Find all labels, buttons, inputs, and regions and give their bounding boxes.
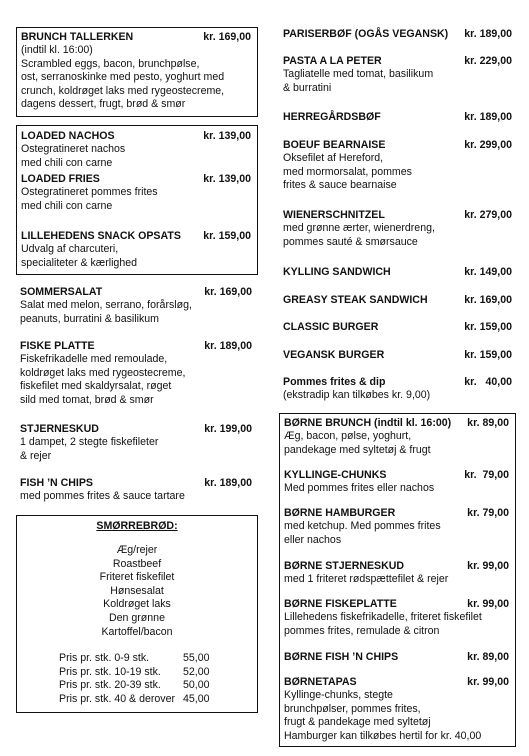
item-desc: med mormorsalat, pommes bbox=[283, 165, 412, 178]
item-desc: (indtil kl. 16:00) bbox=[21, 44, 93, 56]
item-name: FISKE PLATTE bbox=[20, 340, 95, 352]
item-desc: frites & sauce bearnaise bbox=[283, 179, 397, 192]
smorrebrod-prices bbox=[59, 652, 257, 706]
item-name: KYLLINGE-CHUNKS bbox=[284, 469, 387, 481]
item-name: LILLEHEDENS SNACK OPSATS bbox=[21, 230, 181, 242]
menu-item bbox=[20, 423, 252, 463]
item-desc: med grønne ærter, wienerdreng, bbox=[283, 222, 435, 234]
item-price: kr. 89,00 bbox=[467, 417, 509, 429]
item-price: kr. 229,00 bbox=[464, 55, 512, 67]
item-price: kr. 40,00 bbox=[464, 376, 512, 388]
item-name: PASTA A LA PETER bbox=[283, 55, 382, 67]
item-desc: & burratini bbox=[283, 81, 332, 94]
item-desc: 1 dampet, 2 stegte fiskefileter bbox=[20, 436, 159, 448]
item-price: kr. 169,00 bbox=[464, 294, 512, 306]
list-item: Kartoffel/bacon bbox=[101, 625, 173, 638]
menu-item bbox=[21, 173, 251, 213]
list-item: Den grønne bbox=[109, 611, 165, 624]
menu-item bbox=[21, 230, 251, 270]
item-desc: pandekage med syltetøj & frugt bbox=[284, 443, 431, 456]
item-name: BOEUF BEARNAISE bbox=[283, 139, 386, 151]
menu-item bbox=[21, 31, 251, 112]
item-name: BØRNE BRUNCH (indtil kl. 16:00) bbox=[284, 417, 452, 429]
item-price: kr. 189,00 bbox=[204, 340, 252, 352]
item-price: kr. 159,00 bbox=[464, 349, 512, 361]
menu-item bbox=[283, 111, 512, 124]
price-label: Pris pr. stk. 10-19 stk. bbox=[59, 665, 161, 678]
item-desc: ost, serranoskinke med pesto, yoghurt med bbox=[21, 71, 225, 84]
item-price: kr. 299,00 bbox=[464, 139, 512, 151]
item-price: kr. 189,00 bbox=[464, 28, 512, 40]
item-desc: Fiskefrikadelle med remoulade, bbox=[20, 353, 168, 365]
item-price: kr. 99,00 bbox=[467, 598, 509, 610]
item-desc: Hamburger kan tilkøbes hertil for kr. 40,00 bbox=[284, 729, 482, 742]
item-desc: med ketchup. Med pommes frites bbox=[284, 520, 441, 532]
item-price: kr. 199,00 bbox=[204, 423, 252, 435]
item-name: BØRNE STJERNESKUD bbox=[284, 560, 405, 572]
item-price: kr. 159,00 bbox=[203, 230, 251, 242]
price-value: 50,00 bbox=[183, 679, 210, 692]
item-desc: Salat med melon, serrano, forårsløg, bbox=[20, 299, 192, 311]
list-item: Roastbeef bbox=[112, 557, 162, 570]
price-row bbox=[59, 679, 257, 693]
menu-item bbox=[21, 130, 251, 170]
price-value: 52,00 bbox=[183, 665, 210, 678]
item-desc: (ekstradip kan tilkøbes kr. 9,00) bbox=[283, 389, 431, 401]
list-item: Koldrøget laks bbox=[103, 598, 171, 611]
list-item: Friteret fiskefilet bbox=[99, 571, 175, 584]
item-desc: Ostegratineret pommes frites bbox=[21, 186, 158, 198]
item-desc: & rejer bbox=[20, 449, 52, 462]
item-desc: fiskefilet med skaldyrsalat, røget bbox=[20, 380, 172, 393]
item-name: Pommes frites & dip bbox=[283, 376, 386, 388]
item-desc: Scrambled eggs, bacon, brunchpølse, bbox=[21, 57, 200, 70]
menu-item bbox=[283, 266, 512, 279]
item-price: kr. 149,00 bbox=[464, 266, 512, 278]
price-row bbox=[59, 693, 257, 707]
menu-item bbox=[284, 598, 509, 638]
item-price: kr. 159,00 bbox=[464, 321, 512, 333]
item-desc: Oksefilet af Hereford, bbox=[283, 152, 384, 164]
kids-menu-box bbox=[279, 413, 516, 747]
item-desc: koldrøget laks med rygeostecreme, bbox=[20, 366, 186, 379]
menu-item bbox=[20, 477, 252, 504]
item-name: LOADED FRIES bbox=[21, 173, 100, 185]
item-desc: crunch, koldrøget laks med rygeostecreme, bbox=[21, 84, 225, 97]
price-label: Pris pr. stk. 0-9 stk. bbox=[59, 652, 150, 664]
menu-item bbox=[284, 507, 509, 547]
item-desc: eller nachos bbox=[284, 533, 342, 546]
item-name: LOADED NACHOS bbox=[21, 130, 115, 142]
list-item: Hønsesalat bbox=[110, 584, 164, 597]
price-row bbox=[59, 666, 257, 680]
item-name: FISH ’N CHIPS bbox=[20, 477, 93, 489]
item-name: GREASY STEAK SANDWICH bbox=[283, 294, 428, 306]
price-value: 45,00 bbox=[183, 692, 210, 705]
brunch-box bbox=[16, 27, 258, 117]
item-price: kr. 279,00 bbox=[464, 209, 512, 221]
item-desc: Tagliatelle med tomat, basilikum bbox=[283, 68, 434, 80]
item-desc: Udvalg af charcuteri, bbox=[21, 243, 119, 255]
item-name: STJERNESKUD bbox=[20, 423, 99, 435]
menu-item bbox=[283, 209, 512, 249]
item-desc: sild med tomat, brød & smør bbox=[20, 393, 154, 406]
menu-item bbox=[283, 321, 512, 334]
item-name: WIENERSCHNITZEL bbox=[283, 209, 385, 221]
item-name: KYLLING SANDWICH bbox=[283, 266, 391, 278]
item-name: HERREGÅRDSBØF bbox=[283, 111, 381, 123]
item-price: kr. 189,00 bbox=[464, 111, 512, 123]
smorrebrod-list bbox=[17, 544, 257, 639]
item-price: kr. 169,00 bbox=[204, 286, 252, 298]
menu-item bbox=[283, 376, 512, 403]
menu-item bbox=[284, 417, 509, 457]
item-desc: med 1 friteret rødspættefilet & rejer bbox=[284, 573, 449, 585]
menu-item bbox=[283, 139, 512, 193]
price-label: Pris pr. stk. 40 & derover bbox=[59, 692, 175, 705]
item-name: PARISERBØF (OGÅS VEGANSK) bbox=[283, 28, 449, 40]
item-price: kr. 169,00 bbox=[203, 31, 251, 43]
item-name: BRUNCH TALLERKEN bbox=[21, 31, 134, 43]
item-name: BØRNE FISH ’N CHIPS bbox=[284, 651, 399, 663]
price-value: 55,00 bbox=[183, 652, 210, 664]
item-desc: dagens dessert, frugt, brød & smør bbox=[21, 98, 186, 111]
item-desc: frugt & pandekage med syltetøj bbox=[284, 716, 431, 729]
item-desc: med chili con carne bbox=[21, 199, 113, 212]
smorrebrod-title: SMØRREBRØD: bbox=[96, 520, 178, 532]
item-desc: brunchpølser, pommes frites, bbox=[284, 702, 421, 715]
item-desc: Ostegratineret nachos bbox=[21, 143, 126, 155]
menu-item bbox=[283, 55, 512, 95]
smorrebrod-box bbox=[16, 515, 258, 713]
item-desc: peanuts, burratini & basilikum bbox=[20, 312, 159, 325]
item-price: kr. 99,00 bbox=[467, 676, 509, 688]
item-name: VEGANSK BURGER bbox=[283, 349, 385, 361]
price-label: Pris pr. stk. 20-39 stk. bbox=[59, 679, 161, 692]
snacks-box bbox=[16, 125, 258, 275]
menu-item bbox=[283, 349, 512, 362]
item-name: CLASSIC BURGER bbox=[283, 321, 379, 333]
item-price: kr. 79,00 bbox=[467, 507, 509, 519]
item-desc: pommes frites, remulade & citron bbox=[284, 624, 440, 637]
menu-item bbox=[284, 560, 509, 587]
price-row bbox=[59, 652, 257, 666]
item-name: BØRNE FISKEPLATTE bbox=[284, 598, 397, 610]
item-desc: Æg, bacon, pølse, yoghurt, bbox=[284, 430, 412, 442]
item-desc: specialiteter & kærlighed bbox=[21, 256, 137, 269]
menu-item bbox=[20, 286, 252, 326]
item-desc: Kyllinge-chunks, stegte bbox=[284, 689, 393, 701]
item-desc: med chili con carne bbox=[21, 156, 113, 169]
item-desc: pommes sauté & smørsauce bbox=[283, 235, 418, 248]
menu-item bbox=[283, 294, 512, 307]
item-price: kr. 79,00 bbox=[464, 469, 509, 481]
item-name: BØRNETAPAS bbox=[284, 676, 357, 688]
item-price: kr. 139,00 bbox=[203, 130, 251, 142]
menu-item bbox=[283, 28, 512, 41]
item-price: kr. 99,00 bbox=[467, 560, 509, 572]
menu-item bbox=[284, 651, 509, 664]
item-price: kr. 89,00 bbox=[467, 651, 509, 663]
list-item: Æg/rejer bbox=[116, 544, 158, 556]
item-price: kr. 139,00 bbox=[203, 173, 251, 185]
item-price: kr. 189,00 bbox=[204, 477, 252, 489]
item-name: SOMMERSALAT bbox=[20, 286, 103, 298]
item-desc: Lillehedens fiskefrikadelle, friteret fiskefilet bbox=[284, 611, 482, 623]
item-name: BØRNE HAMBURGER bbox=[284, 507, 396, 519]
menu-item bbox=[284, 469, 509, 496]
menu-item bbox=[284, 676, 509, 743]
menu-item bbox=[20, 340, 252, 407]
item-desc: med pommes frites & sauce tartare bbox=[20, 490, 185, 502]
item-desc: Med pommes frites eller nachos bbox=[284, 482, 435, 494]
